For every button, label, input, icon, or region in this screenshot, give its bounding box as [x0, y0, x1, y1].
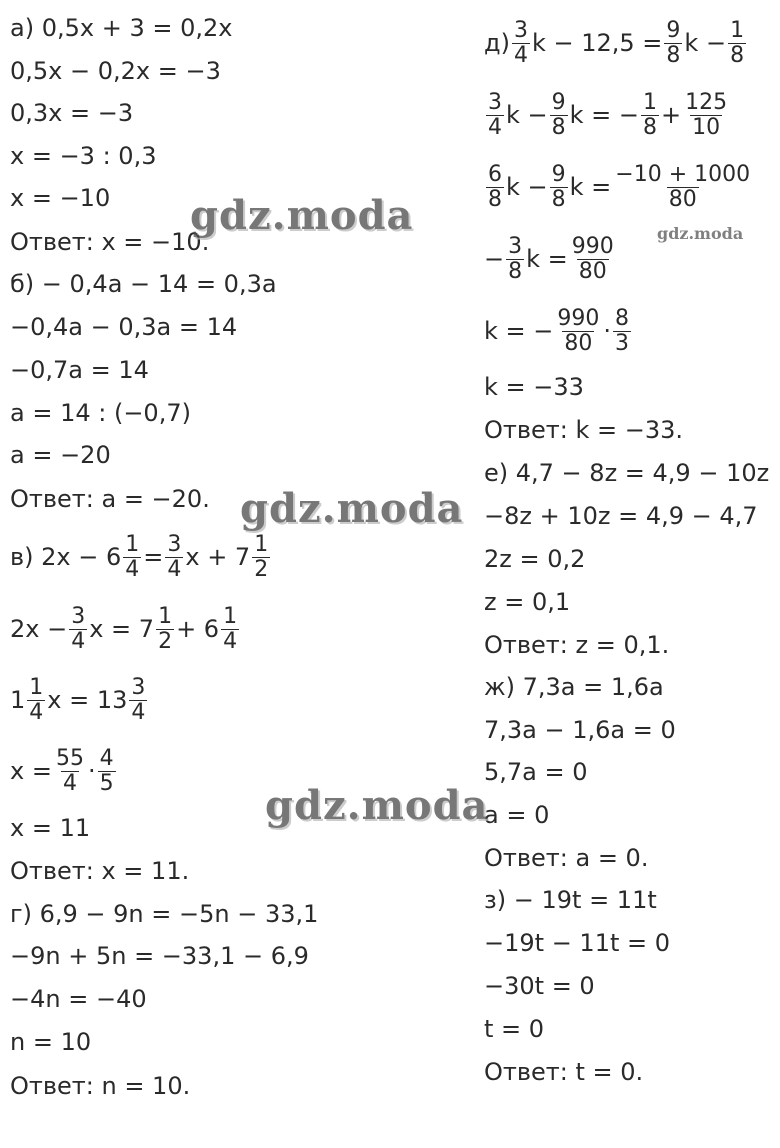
fraction: $\frac{1}{8}$ — [643, 89, 658, 140]
problem-zh-line-2: 7,3a − 1,6a = 0 — [484, 716, 676, 744]
problem-zh-line-4: a = 0 — [484, 801, 550, 829]
problem-z-line-4: t = 0 — [484, 1015, 545, 1043]
problem-d-line-5: k = − $\frac{990}{80}$ · $\frac{8}{3}$ — [484, 305, 630, 356]
fraction: $\frac{9}{8}$ — [551, 161, 566, 212]
problem-d-line-2: $\frac{3}{4}$ k − $\frac{9}{8}$ k = − $\frac{1}{8}$ + $\frac{125}{10}$ — [488, 89, 728, 140]
problem-zh-answer: Ответ: a = 0. — [484, 844, 649, 872]
problem-a-line-4: x = −3 : 0,3 — [10, 142, 157, 170]
problem-a-line-2: 0,5x − 0,2x = −3 — [10, 57, 221, 85]
fraction: $\frac{8}{3}$ — [615, 305, 630, 356]
problem-v-line-5: x = 11 — [10, 814, 91, 842]
problem-z-answer: Ответ: t = 0. — [484, 1058, 644, 1086]
problem-b-line-1: б) − 0,4a − 14 = 0,3a — [10, 270, 277, 298]
problem-v-line-1: в) 2x − 6 $\frac{1}{4}$ = $\frac{3}{4}$ x + 7 $\frac{1}{2}$ — [10, 531, 269, 582]
fraction: $\frac{1}{4}$ — [223, 603, 238, 654]
problem-e-answer: Ответ: z = 0,1. — [484, 631, 670, 659]
fraction: $\frac{1}{2}$ — [254, 531, 269, 582]
problem-v-answer: Ответ: x = 11. — [10, 857, 190, 885]
fraction: $\frac{4}{5}$ — [99, 745, 114, 796]
fraction: $\frac{1}{4}$ — [125, 531, 140, 582]
fraction: $\frac{3}{4}$ — [71, 603, 86, 654]
problem-zh-line-1: ж) 7,3a = 1,6a — [484, 673, 664, 701]
fraction: $\frac{-10 + 1000}{80}$ — [615, 161, 751, 212]
problem-b-line-5: a = −20 — [10, 441, 111, 469]
problem-g-line-1: г) 6,9 − 9n = −5n − 33,1 — [10, 900, 319, 928]
problem-e-line-3: 2z = 0,2 — [484, 545, 586, 573]
fraction: $\frac{3}{4}$ — [131, 674, 146, 725]
problem-e-line-4: z = 0,1 — [484, 588, 571, 616]
problem-d-line-4: − $\frac{3}{8}$ k = $\frac{990}{80}$ — [484, 233, 614, 284]
problem-v-line-2: 2x − $\frac{3}{4}$ x = 7 $\frac{1}{2}$ + 6 $\frac{1}{4}$ — [10, 603, 238, 654]
fraction: $\frac{3}{4}$ — [513, 17, 528, 68]
fraction: $\frac{3}{4}$ — [488, 89, 502, 140]
problem-b-answer: Ответ: a = −20. — [10, 485, 210, 513]
problem-z-line-1: з) − 19t = 11t — [484, 886, 657, 914]
problem-z-line-2: −19t − 11t = 0 — [484, 929, 671, 957]
problem-a-line-1: а) 0,5x + 3 = 0,2x — [10, 14, 233, 42]
problem-b-line-2: −0,4a − 0,3a = 14 — [10, 313, 238, 341]
problem-g-answer: Ответ: n = 10. — [10, 1072, 191, 1100]
watermark-small: gdz.moda — [657, 224, 744, 243]
fraction: $\frac{1}{4}$ — [29, 674, 44, 725]
problem-b-line-4: a = 14 : (−0,7) — [10, 399, 191, 427]
fraction: $\frac{1}{8}$ — [730, 17, 745, 68]
problem-a-answer: Ответ: x = −10. — [10, 228, 210, 256]
problem-g-line-3: −4n = −40 — [10, 985, 147, 1013]
fraction: $\frac{9}{8}$ — [666, 17, 681, 68]
problem-d-answer: Ответ: k = −33. — [484, 416, 684, 444]
watermark: gdz.moda — [190, 192, 414, 239]
problem-v-line-4: x = $\frac{55}{4}$ · $\frac{4}{5}$ — [10, 745, 114, 796]
fraction: $\frac{990}{80}$ — [571, 233, 614, 284]
problem-e-line-1: е) 4,7 − 8z = 4,9 − 10z — [484, 459, 770, 487]
problem-b-line-3: −0,7a = 14 — [10, 356, 149, 384]
watermark: gdz.moda — [240, 485, 464, 532]
fraction: $\frac{9}{8}$ — [551, 89, 566, 140]
problem-zh-line-3: 5,7a = 0 — [484, 758, 588, 786]
fraction: $\frac{990}{80}$ — [557, 305, 600, 356]
problem-d-line-6: k = −33 — [484, 373, 584, 401]
problem-a-line-3: 0,3x = −3 — [10, 99, 134, 127]
problem-d-line-3: $\frac{6}{8}$ k − $\frac{9}{8}$ k = $\frac{-10 + 1000}{80}$ — [488, 161, 751, 212]
problem-z-line-3: −30t = 0 — [484, 972, 595, 1000]
fraction: $\frac{125}{10}$ — [685, 89, 728, 140]
problem-a-line-5: x = −10 — [10, 184, 111, 212]
watermark: gdz.moda — [265, 782, 489, 829]
fraction: $\frac{1}{2}$ — [158, 603, 173, 654]
problem-g-line-2: −9n + 5n = −33,1 − 6,9 — [10, 942, 309, 970]
fraction: $\frac{3}{4}$ — [167, 531, 182, 582]
fraction: $\frac{55}{4}$ — [55, 745, 84, 796]
problem-g-line-4: n = 10 — [10, 1028, 92, 1056]
problem-e-line-2: −8z + 10z = 4,9 − 4,7 — [484, 502, 758, 530]
problem-v-line-3: 1 $\frac{1}{4}$ x = 13 $\frac{3}{4}$ — [10, 674, 146, 725]
fraction: $\frac{3}{8}$ — [508, 233, 523, 284]
fraction: $\frac{6}{8}$ — [488, 161, 502, 212]
problem-d-line-1: д) $\frac{3}{4}$ k − 12,5 = $\frac{9}{8}$ k − $\frac{1}{8}$ — [484, 17, 745, 68]
